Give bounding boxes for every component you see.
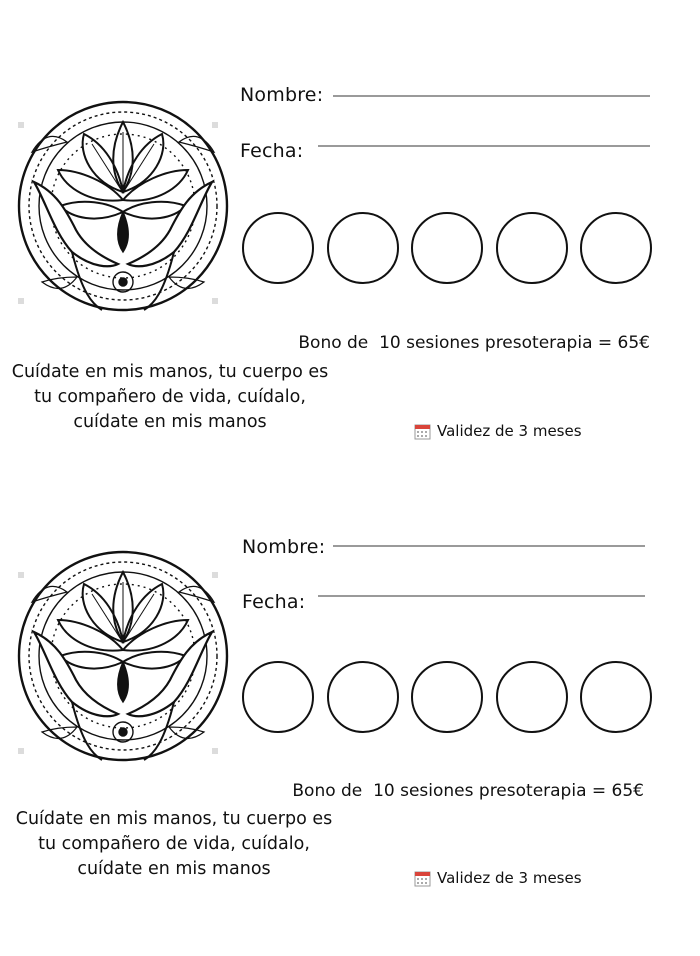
date-label: Fecha: — [242, 591, 306, 613]
slogan-line-2: tu compañero de vida, cuídalo, — [38, 834, 310, 854]
stamp-circle-3[interactable] — [411, 212, 483, 284]
stamp-circle-4[interactable] — [496, 212, 568, 284]
voucher-card-bottom — [0, 450, 700, 900]
stamp-circle-2[interactable] — [327, 661, 399, 733]
stamp-circle-1[interactable] — [242, 212, 314, 284]
validity-note — [414, 422, 582, 440]
voucher-card-top — [0, 0, 700, 450]
name-label: Nombre: — [242, 536, 326, 558]
date-input-line[interactable] — [318, 145, 650, 147]
validity-text: Validez de 3 meses — [437, 869, 582, 887]
validity-text: Validez de 3 meses — [437, 422, 582, 440]
stamp-circle-4[interactable] — [496, 661, 568, 733]
lotus-in-hands-mandala-icon — [12, 542, 234, 770]
stamp-circle-1[interactable] — [242, 661, 314, 733]
calendar-icon — [414, 423, 431, 440]
name-input-line[interactable] — [333, 95, 650, 97]
slogan-line-3: cuídate en mis manos — [73, 412, 267, 432]
lotus-in-hands-mandala-icon — [12, 92, 234, 320]
slogan — [4, 807, 344, 882]
offer-text: Bono de 10 sesiones presoterapia = 65€ — [292, 781, 644, 801]
validity-note — [414, 869, 582, 887]
name-label: Nombre: — [240, 84, 324, 106]
slogan-line-1: Cuídate en mis manos, tu cuerpo es — [15, 809, 333, 829]
stamp-circles-row — [242, 212, 652, 290]
slogan — [0, 360, 340, 435]
stamp-circle-5[interactable] — [580, 661, 652, 733]
stamp-circle-5[interactable] — [580, 212, 652, 284]
slogan-line-2: tu compañero de vida, cuídalo, — [34, 387, 306, 407]
slogan-line-3: cuídate en mis manos — [77, 859, 271, 879]
calendar-icon — [414, 870, 431, 887]
stamp-circle-3[interactable] — [411, 661, 483, 733]
name-input-line[interactable] — [333, 545, 645, 547]
slogan-line-1: Cuídate en mis manos, tu cuerpo es — [11, 362, 329, 382]
date-input-line[interactable] — [318, 595, 645, 597]
date-label: Fecha: — [240, 140, 304, 162]
offer-text: Bono de 10 sesiones presoterapia = 65€ — [298, 333, 650, 353]
stamp-circle-2[interactable] — [327, 212, 399, 284]
stamp-circles-row — [242, 661, 652, 739]
